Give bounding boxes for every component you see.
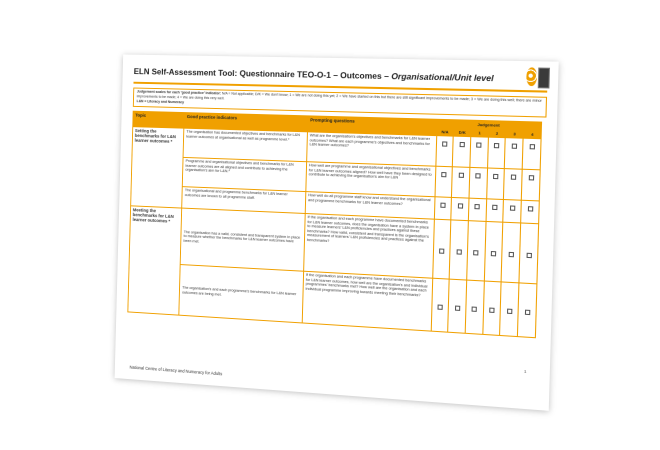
scales-text: N/A = Not applicable; D/K = We don't know; 1 = We are not doing this yet; 2 = We have started on this but there are still significant improvements to be made; 3 = We are doing this well; there are minor improvements to be made; 4 = We are doing this very well.	[136, 91, 542, 103]
col-questions: Prompting questions	[307, 116, 436, 136]
checkbox-2[interactable]	[483, 281, 502, 335]
question-cell: If the organisation and each programme have documented benchmarks for L&N learner outcomes, does the organisation have a system in place to measure learners' L&N proficiencies and practices against these benchmarks? How valid, consistent and transparent is the organisation's measurement of learners' L&N proficiencies and practices against the benchmarks?	[304, 213, 434, 278]
col-dk: D/K	[453, 128, 471, 137]
page-footer: National Centre of Literacy and Numeracy for Adults	[129, 364, 223, 377]
topic-meeting-benchmarks: Meeting the benchmarks for L&N learner outcomes *	[128, 206, 182, 315]
checkbox-3[interactable]	[503, 200, 521, 223]
col-2: 2	[488, 129, 506, 138]
col-3: 3	[506, 129, 524, 138]
col-4: 4	[523, 130, 541, 139]
topic-setting-benchmarks: Setting the benchmarks for L&N learner outcomes *	[131, 127, 185, 208]
page-title	[134, 66, 494, 83]
indicator-cell: Programme and organisational objectives and benchmarks for L&N learner outcomes are all aligned and contribute to achieving the organisation's aim for L&N.*	[183, 157, 307, 191]
indicator-cell: The organisation has a valid, consistent and transparent system in place to measure whether the benchmarks for L&N learner outcomes have been met.	[181, 208, 306, 271]
checkbox-na[interactable]	[435, 136, 453, 167]
checkbox-dk[interactable]	[448, 279, 467, 333]
indicator-cell: The organisational and programme benchmarks for L&N learner outcomes are known to all programme staff.	[182, 187, 306, 214]
document-page	[115, 54, 559, 410]
title-main: ELN Self-Assessment Tool: Questionnaire TEO-O-1 – Outcomes –	[133, 66, 392, 82]
checkbox-1[interactable]	[465, 280, 484, 334]
col-indicators: Good practice indicators	[184, 113, 308, 132]
checkbox-3[interactable]	[502, 222, 521, 283]
page-number: 1	[524, 368, 527, 374]
checkbox-1[interactable]	[469, 167, 487, 198]
checkbox-2[interactable]	[486, 199, 504, 222]
col-judgement: Judgement	[437, 119, 542, 130]
checkbox-1[interactable]	[470, 137, 488, 168]
checkbox-na[interactable]	[434, 197, 452, 220]
title-sub: Organisational/Unit level	[391, 71, 494, 84]
checkbox-na[interactable]	[432, 219, 451, 279]
checkbox-3[interactable]	[504, 169, 522, 201]
checkbox-na[interactable]	[435, 166, 453, 197]
checkbox-4[interactable]	[519, 223, 538, 284]
checkbox-4[interactable]	[521, 200, 539, 224]
scales-abbr: L&N = Literacy and Numeracy	[136, 99, 185, 105]
col-topic: Topic	[133, 111, 185, 128]
logo-box-icon	[538, 68, 550, 89]
checkbox-1[interactable]	[467, 221, 486, 281]
checkbox-dk[interactable]	[453, 136, 471, 167]
checkbox-dk[interactable]	[449, 220, 468, 280]
logo-swirl-icon	[526, 67, 537, 86]
questionnaire-table	[127, 111, 542, 339]
scales-lead: Judgement scales for each ‘good practice’ indicator:	[136, 89, 222, 96]
organisation-logo	[526, 67, 550, 86]
indicator-cell: The organisation has documented objectives and benchmarks for L&N learner outcomes at organisational as well as programme level.*	[183, 128, 307, 162]
question-cell: What are the organisation's objectives and benchmarks for L&N learner outcomes? What are each programme's objectives and benchmarks for L&N learner outcomes?	[307, 132, 437, 166]
checkbox-3[interactable]	[505, 138, 523, 170]
col-na: N/A	[436, 127, 453, 136]
checkbox-3[interactable]	[500, 282, 519, 337]
question-cell: How well do all programme staff know and understand the organisational and programme benchmarks for L&N learner outcomes?	[305, 192, 434, 220]
indicator-cell: The organisation's and each programme's benchmarks for L&N learner outcomes are being met.	[179, 265, 303, 323]
checkbox-na[interactable]	[431, 278, 450, 332]
question-cell: If the organisation and each programme have documented benchmarks for L&N learner outcomes, how well are the organisation's and individual programmes' benchmarks met? How well are the organisation and each individual programme improving towards meeting their benchmarks?	[302, 271, 432, 331]
checkbox-2[interactable]	[486, 168, 504, 200]
checkbox-4[interactable]	[522, 138, 541, 170]
checkbox-dk[interactable]	[452, 167, 470, 198]
question-cell: How well are programme and organisational objectives and benchmarks for L&N learner outcomes aligned? How well have they been designed to contribute to achieving the organisation's aim for L&N	[306, 162, 436, 197]
checkbox-1[interactable]	[468, 198, 486, 221]
checkbox-4[interactable]	[518, 283, 537, 338]
checkbox-2[interactable]	[484, 221, 503, 282]
checkbox-4[interactable]	[521, 169, 540, 201]
col-1: 1	[471, 128, 489, 137]
checkbox-2[interactable]	[487, 137, 505, 168]
checkbox-dk[interactable]	[451, 197, 469, 220]
